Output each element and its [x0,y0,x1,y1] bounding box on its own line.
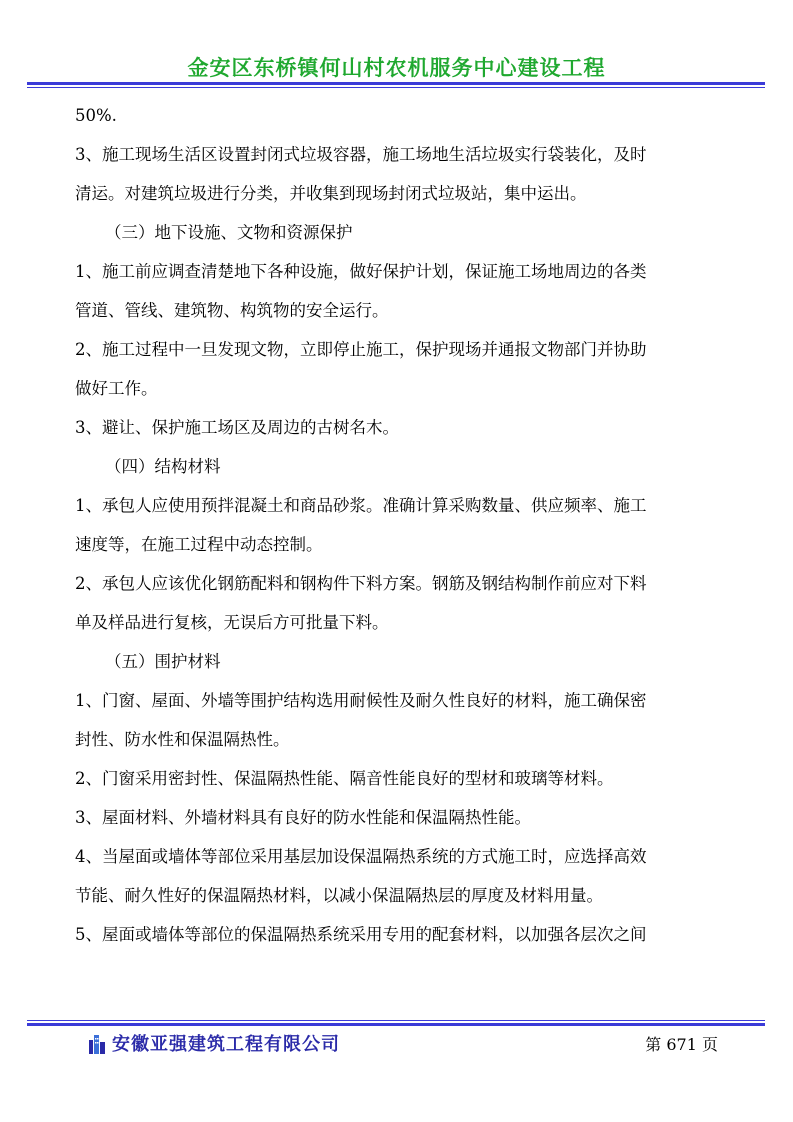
document-body [75,96,725,954]
header-divider [27,82,765,88]
page-number: 第 671 页 [645,1035,718,1054]
body-line: 3、避让、保护施工场区及周边的古树名木。 [75,418,399,437]
building-logo-icon [88,1032,106,1054]
body-line: 50%. [75,106,117,125]
body-line: 3、施工现场生活区设置封闭式垃圾容器，施工场地生活垃圾实行袋装化，及时 [75,145,647,164]
body-line: 做好工作。 [75,379,158,398]
body-line: 5、屋面或墙体等部位的保温隔热系统采用专用的配套材料，以加强各层次之间 [75,925,647,944]
body-line: 节能、耐久性好的保温隔热材料，以减小保温隔热层的厚度及材料用量。 [75,886,603,905]
body-line: 清运。对建筑垃圾进行分类，并收集到现场封闭式垃圾站，集中运出。 [75,184,587,203]
body-line: 单及样品进行复核，无误后方可批量下料。 [75,613,389,632]
body-line: 1、门窗、屋面、外墙等围护结构选用耐候性及耐久性良好的材料，施工确保密 [75,691,647,710]
company-name: 安徽亚强建筑工程有限公司 [112,1034,340,1055]
page-header-title: 金安区东桥镇何山村农机服务中心建设工程 [187,56,606,80]
body-line: 3、屋面材料、外墙材料具有良好的防水性能和保温隔热性能。 [75,808,531,827]
body-line: 2、承包人应该优化钢筋配料和钢构件下料方案。钢筋及钢结构制作前应对下料 [75,574,647,593]
section-heading: （五）围护材料 [105,652,221,671]
section-heading: （三）地下设施、文物和资源保护 [105,223,353,242]
body-line: 1、施工前应调查清楚地下各种设施，做好保护计划，保证施工场地周边的各类 [75,262,647,281]
body-line: 管道、管线、建筑物、构筑物的安全运行。 [75,301,389,320]
body-line: 速度等，在施工过程中动态控制。 [75,535,323,554]
body-line: 2、施工过程中一旦发现文物，立即停止施工，保护现场并通报文物部门并协助 [75,340,647,359]
body-line: 1、承包人应使用预拌混凝土和商品砂浆。准确计算采购数量、供应频率、施工 [75,496,647,515]
body-line: 2、门窗采用密封性、保温隔热性能、隔音性能良好的型材和玻璃等材料。 [75,769,614,788]
page-footer [88,1030,728,1060]
body-line: 封性、防水性和保温隔热性。 [75,730,290,749]
footer-divider [27,1020,765,1026]
body-line: 4、当屋面或墙体等部位采用基层加设保温隔热系统的方式施工时，应选择高效 [75,847,647,866]
section-heading: （四）结构材料 [105,457,221,476]
